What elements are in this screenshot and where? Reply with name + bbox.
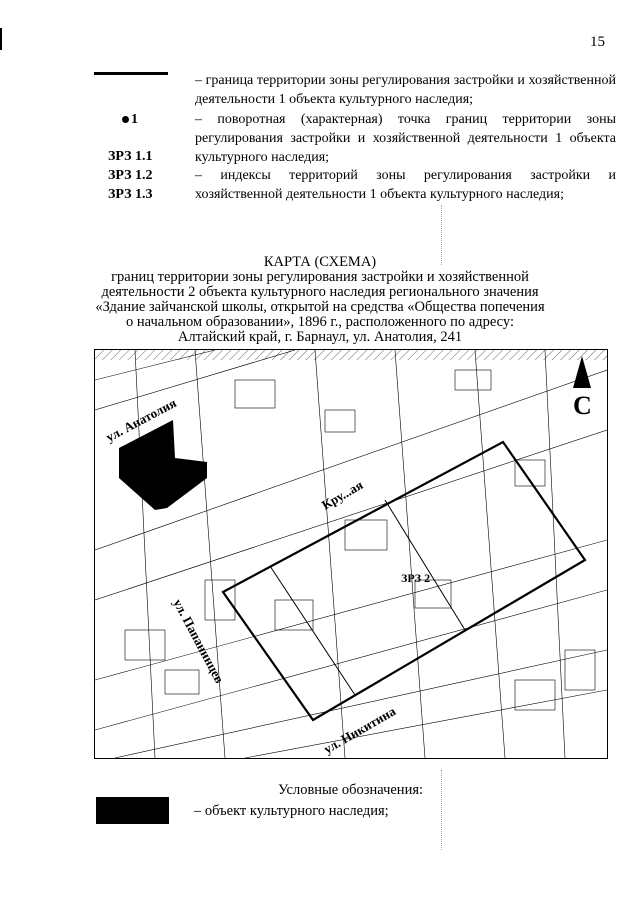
legend-turning-point-text: – поворотная (характерная) точка границ территории зоны регулирования застройки и хозяйственной деятельности 1 объекта культурного наследия; <box>195 112 616 165</box>
legend-index-text: – индексы территорий зоны регулирования застройки и хозяйственной деятельности 1 объекта культурного наследия; <box>195 168 616 202</box>
turning-point-label: 1 <box>131 112 138 127</box>
turning-point-symbol <box>122 112 138 128</box>
boundary-line-symbol <box>94 72 168 75</box>
cultural-object-swatch <box>96 797 169 824</box>
map-subtitle-line-3: «Здание зайчанской школы, открытой на средства «Общества попечения <box>95 299 545 315</box>
zone-code-3: ЗРЗ 1.3 <box>108 187 153 202</box>
map-subtitle-line-2: деятельности 2 объекта культурного наследия регионального значения <box>101 284 539 300</box>
street-name-3: ул. Никитина <box>321 703 399 757</box>
map-subtitle-line-1: границ территории зоны регулирования застройки и хозяйственной <box>111 269 529 285</box>
map-subtitle-line-5: Алтайский край, г. Барнаул, ул. Анатолия, 241 <box>177 329 463 345</box>
street-name-1: ул. Анатолия <box>103 395 179 445</box>
north-label: С <box>573 391 592 420</box>
north-arrow-icon <box>573 356 591 388</box>
legend-cultural-object-text: – объект культурного наследия; <box>194 803 389 819</box>
map-subtitle-line-4: о начальном образовании», 1896 г., расположенного по адресу: <box>125 314 514 330</box>
legend-boundary-text: – граница территории зоны регулирования застройки и хозяйственной деятельности 1 объекта культурного наследия; <box>195 73 616 107</box>
zone-code-1: ЗРЗ 1.1 <box>108 149 153 164</box>
cadastral-map <box>94 349 608 759</box>
map-drawing <box>95 350 607 758</box>
zone-label: ЗРЗ 2 <box>401 571 431 585</box>
cultural-object <box>119 420 207 510</box>
zone-code-2: ЗРЗ 1.2 <box>108 168 153 183</box>
street-name-4: ул. Папанинцев <box>170 596 228 686</box>
page-edge-mark <box>0 28 2 50</box>
street-hatch <box>95 350 607 360</box>
map-heading: КАРТА (СХЕМА) <box>263 254 377 270</box>
legend-title: Условные обозначения: <box>278 782 424 798</box>
page-number: 15 <box>590 34 605 50</box>
turning-point-dot-icon <box>122 116 129 123</box>
street-name-2: Кру...ая <box>319 477 366 513</box>
scan-guide-line <box>441 205 442 265</box>
scan-guide-line-bottom <box>441 770 442 850</box>
